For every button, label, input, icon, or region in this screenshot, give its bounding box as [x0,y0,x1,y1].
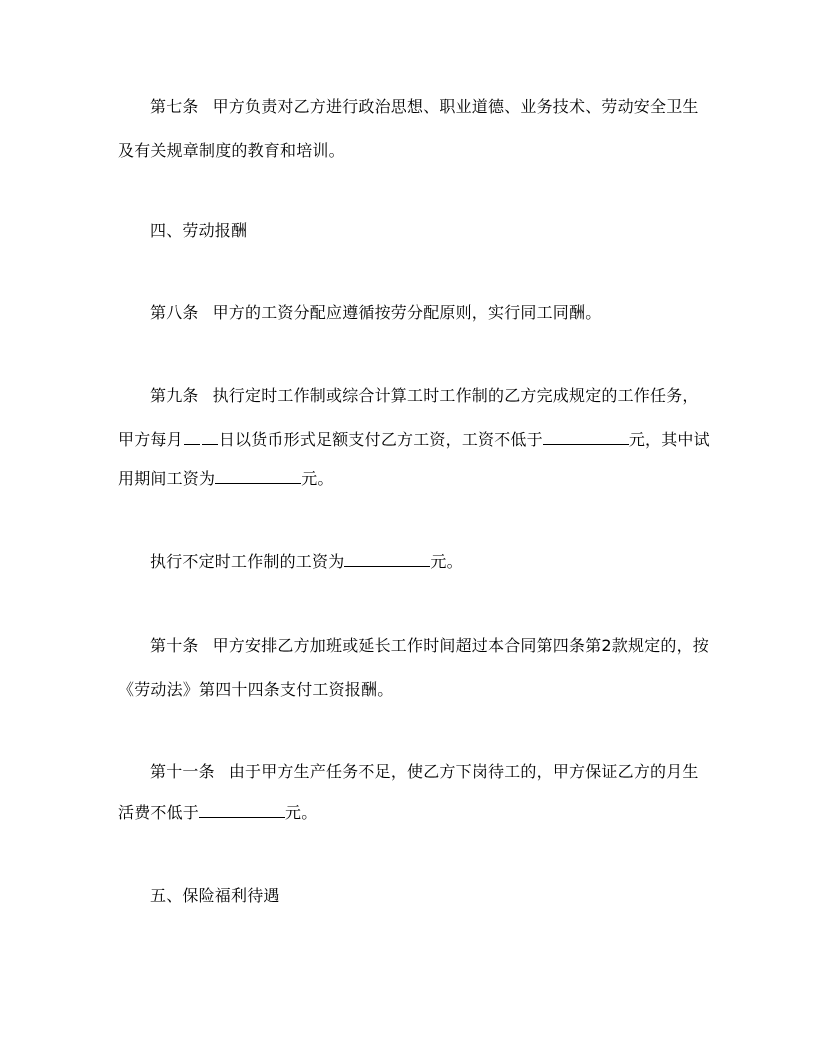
day-blank-1 [184,430,200,445]
section-4-title: 四、劳动报酬 [150,221,248,240]
article-11-line-1 [150,762,698,782]
article-7-text-2: 及有关规章制度的教育和培训。 [118,141,345,160]
living-allowance-blank [199,803,285,818]
article-9-text-3a: 用期间工资为 [118,469,216,488]
wage-blank [543,430,629,445]
article-9-line-3 [118,469,698,489]
article-9-heading: 第九条 [150,386,199,405]
article-11-line-2 [118,803,698,823]
article-11-text-1: 由于甲方生产任务不足，使乙方下岗待工的，甲方保证乙方的月生 [228,762,699,781]
probation-wage-blank [215,469,301,484]
article-11-heading: 第十一条 [150,762,215,781]
article-9-line-1 [150,386,698,406]
article-9-text-2b: 日以货币形式足额支付乙方工资，工资不低于 [218,430,543,449]
flexible-wage-blank [344,552,430,567]
article-9-text-3b: 元。 [301,469,334,488]
article-9-line-2 [118,430,710,450]
article-11-text-2a: 活费不低于 [118,803,200,822]
article-8-text-1: 甲方的工资分配应遵循按劳分配原则，实行同工同酬。 [212,303,602,322]
article-11-text-2b: 元。 [285,803,318,822]
article-7-line-2 [118,141,698,161]
article-10-text-1: 甲方安排乙方加班或延长工作时间超过本合同第四条第2款规定的，按 [212,636,709,655]
article-10-line-1 [150,636,709,656]
article-9-text-2a: 甲方每月 [118,430,183,449]
article-9b-text-a: 执行不定时工作制的工资为 [150,552,345,571]
section-4-heading [150,221,698,241]
article-7-text-1: 甲方负责对乙方进行政治思想、职业道德、业务技术、劳动安全卫生 [212,97,699,116]
article-9b-text-b: 元。 [430,552,463,571]
day-blank-2 [202,430,218,445]
section-5-heading [150,886,698,906]
article-8-heading: 第八条 [150,303,199,322]
article-7-line-1 [150,97,698,117]
article-9-text-2c: 元，其中试 [628,430,710,449]
article-10-line-2 [118,680,698,700]
article-8-line-1 [150,303,698,323]
article-10-heading: 第十条 [150,636,199,655]
article-7-heading: 第七条 [150,97,199,116]
section-5-title: 五、保险福利待遇 [150,886,280,905]
article-9-text-1: 执行定时工作制或综合计算工时工作制的乙方完成规定的工作任务， [212,386,699,405]
article-9-para-2 [150,552,698,572]
article-10-text-2: 《劳动法》第四十四条支付工资报酬。 [118,680,394,699]
